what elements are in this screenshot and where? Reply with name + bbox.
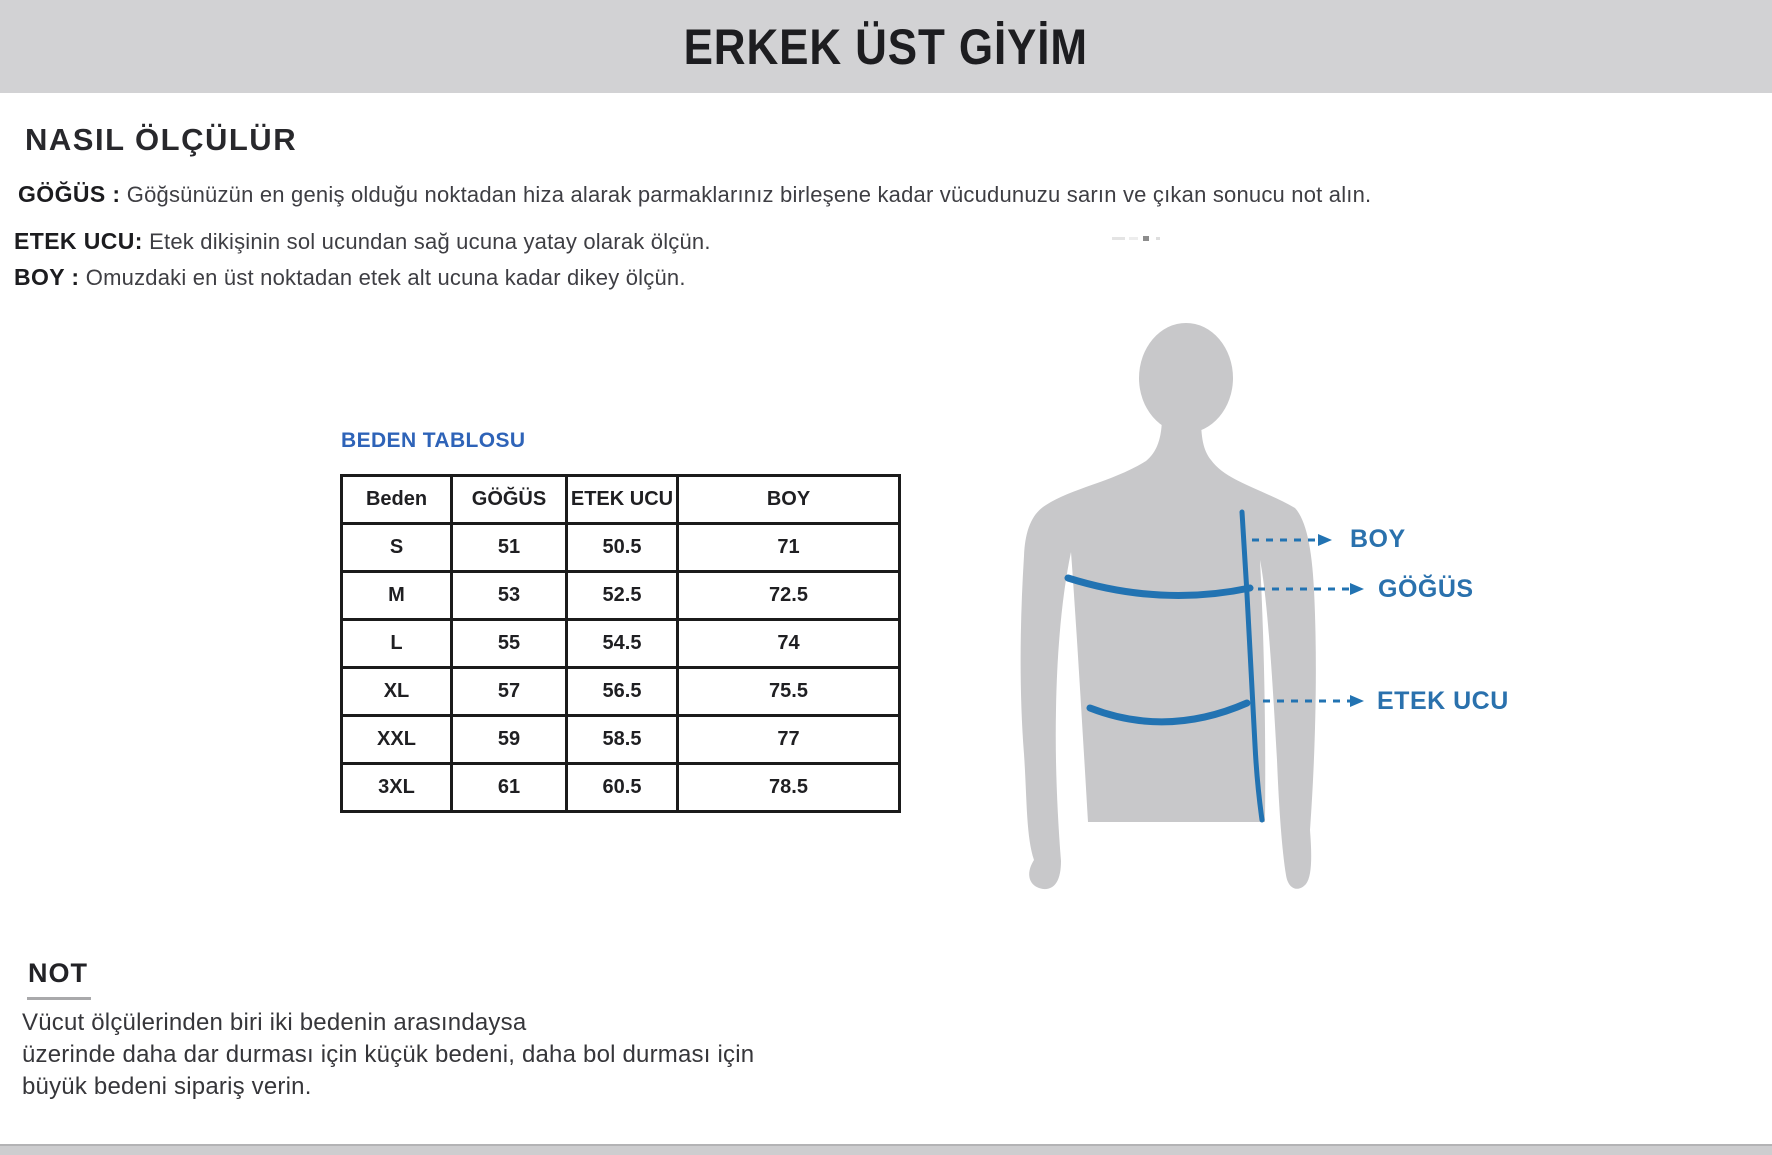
- cell-size: S: [342, 524, 452, 572]
- cell-value: 53: [452, 572, 567, 620]
- col-header-beden: Beden: [342, 476, 452, 524]
- note-line: üzerinde daha dar durması için küçük bedeni, daha bol durması için: [22, 1041, 755, 1068]
- figure-label-boy: BOY: [1350, 525, 1406, 553]
- header-bar: [0, 0, 1772, 93]
- body-silhouette: [1021, 323, 1316, 889]
- note-heading: NOT: [28, 958, 88, 988]
- cell-value: 51: [452, 524, 567, 572]
- measure-item-boy: [14, 264, 686, 291]
- cell-value: 75.5: [678, 668, 900, 716]
- boy-arrowhead-icon: [1318, 534, 1332, 546]
- table-row: [342, 620, 900, 668]
- note-line: büyük bedeni sipariş verin.: [22, 1073, 312, 1100]
- cell-value: 78.5: [678, 764, 900, 812]
- cell-value: 71: [678, 524, 900, 572]
- cell-value: 72.5: [678, 572, 900, 620]
- table-row: [342, 524, 900, 572]
- measure-term: BOY :: [14, 264, 80, 290]
- page-title: ERKEK ÜST GİYİM: [683, 18, 1089, 75]
- cell-value: 57: [452, 668, 567, 716]
- measure-term: GÖĞÜS :: [18, 181, 121, 207]
- body-measurement-diagram: [1000, 290, 1420, 910]
- size-table-header-row: [342, 476, 900, 524]
- col-header-etek-ucu: ETEK UCU: [567, 476, 678, 524]
- cell-value: 59: [452, 716, 567, 764]
- cell-value: 58.5: [567, 716, 678, 764]
- size-table-caption: BEDEN TABLOSU: [341, 429, 526, 452]
- table-row: [342, 764, 900, 812]
- note-line: Vücut ölçülerinden biri iki bedenin arasındaysa: [22, 1009, 527, 1036]
- measure-item-etek-ucu: [14, 228, 711, 255]
- table-row: [342, 668, 900, 716]
- note-text: [22, 1007, 754, 1103]
- footer-bar: [0, 1144, 1772, 1155]
- gogus-arrowhead-icon: [1350, 583, 1364, 595]
- table-row: [342, 716, 900, 764]
- cell-value: 54.5: [567, 620, 678, 668]
- cell-value: 50.5: [567, 524, 678, 572]
- cell-size: M: [342, 572, 452, 620]
- measure-item-gogus: [18, 181, 1371, 208]
- cell-size: L: [342, 620, 452, 668]
- table-row: [342, 572, 900, 620]
- measure-description: Etek dikişinin sol ucundan sağ ucuna yatay olarak ölçün.: [149, 229, 711, 254]
- cell-value: 60.5: [567, 764, 678, 812]
- size-table: [340, 474, 901, 813]
- measure-description: Göğsünüzün en geniş olduğu noktadan hiza alarak parmaklarınız birleşene kadar vücudunuzu sarın ve çıkan sonucu not alın.: [126, 182, 1372, 207]
- figure-label-gogus: GÖĞÜS: [1378, 575, 1474, 603]
- col-header-gogus: GÖĞÜS: [452, 476, 567, 524]
- how-to-measure-heading: NASIL ÖLÇÜLÜR: [25, 122, 298, 157]
- measure-term: ETEK UCU:: [14, 228, 143, 254]
- cell-value: 52.5: [567, 572, 678, 620]
- cell-value: 61: [452, 764, 567, 812]
- cell-value: 56.5: [567, 668, 678, 716]
- figure-label-etek-ucu: ETEK UCU: [1377, 687, 1509, 715]
- cell-value: 55: [452, 620, 567, 668]
- etek-ucu-arrowhead-icon: [1350, 695, 1364, 707]
- cell-value: 74: [678, 620, 900, 668]
- cell-size: 3XL: [342, 764, 452, 812]
- col-header-boy: BOY: [678, 476, 900, 524]
- cell-value: 77: [678, 716, 900, 764]
- note-underline: [27, 997, 91, 1000]
- cell-size: XL: [342, 668, 452, 716]
- cell-size: XXL: [342, 716, 452, 764]
- measure-description: Omuzdaki en üst noktadan etek alt ucuna kadar dikey ölçün.: [85, 265, 686, 290]
